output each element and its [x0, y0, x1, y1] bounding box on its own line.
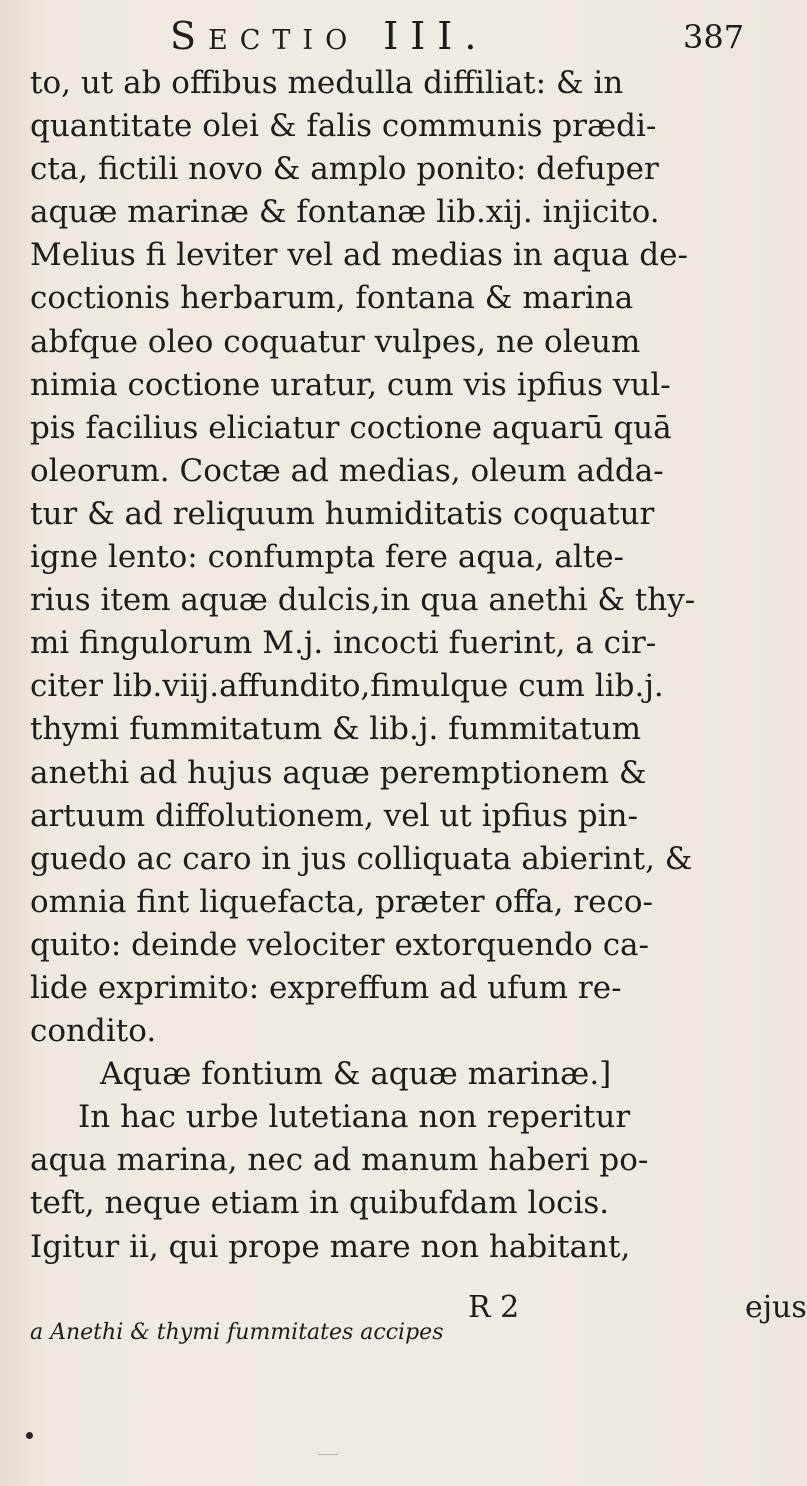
text-line: mi fingulorum M.j. incocti fuerint, a cir-	[30, 625, 657, 662]
text-line: tur & ad reliquum humiditatis coquatur	[30, 495, 655, 532]
text-line: condito.	[30, 1013, 157, 1050]
signature-mark: R 2	[468, 1290, 520, 1325]
ink-dot	[26, 1432, 33, 1439]
text-line: nimia coctione uratur, cum vis ipfius vul-	[30, 366, 671, 403]
section-subheading: Aquæ fontium & aquæ marinæ.]	[100, 1056, 612, 1093]
footnote: a Anethi & thymi fummitates accipes	[30, 1320, 444, 1345]
page-number: 387	[683, 18, 745, 56]
text-line: abfque oleo coquatur vulpes, ne oleum	[30, 323, 641, 360]
page-header	[0, 14, 800, 64]
text-line: rius item aquæ dulcis,in qua anethi & thy-	[30, 582, 696, 619]
body-text	[30, 62, 790, 1269]
text-line: to, ut ab offibus medulla diffiliat: & in	[30, 65, 624, 101]
text-line: pis facilius eliciatur coctione aquarū quā	[30, 409, 672, 446]
text-line: teft, neque etiam in quibufdam locis.	[30, 1185, 610, 1222]
text-line: Melius fi leviter vel ad medias in aqua de-	[30, 237, 688, 274]
running-head: Sectio III.	[170, 14, 489, 58]
text-line: Igitur ii, qui prope mare non habitant,	[30, 1228, 631, 1265]
text-line: omnia fint liquefacta, præter offa, reco-	[30, 883, 653, 920]
text-line: oleorum. Coctæ ad medias, oleum adda-	[30, 452, 664, 489]
text-line: thymi fummitatum & lib.j. fummitatum	[30, 711, 642, 748]
text-line: anethi ad hujus aquæ peremptionem &	[30, 754, 647, 791]
text-line: quito: deinde velociter extorquendo ca-	[30, 926, 650, 963]
text-line: coctionis herbarum, fontana & marina	[30, 280, 634, 317]
text-line: artuum diffolutionem, vel ut ipfius pin-	[30, 797, 638, 834]
text-line: lide exprimito: expreffum ad ufum re-	[30, 969, 622, 1006]
text-line: igne lento: confumpta fere aqua, alte-	[30, 539, 625, 576]
text-line: cta, fictili novo & amplo ponito: defuper	[30, 151, 659, 188]
text-line: aquæ marinæ & fontanæ lib.xij. injicito.	[30, 194, 660, 231]
text-line: quantitate olei & falis communis prædi-	[30, 108, 657, 145]
text-line: citer lib.viij.affundito,fimulque cum lib.j.	[30, 668, 664, 705]
text-line: In hac urbe lutetiana non reperitur	[78, 1099, 631, 1136]
text-line: guedo ac caro in jus colliquata abierint, &	[30, 840, 693, 877]
text-line: aqua marina, nec ad manum haberi po-	[30, 1142, 649, 1179]
catchword: ejus	[745, 1290, 807, 1325]
paper-blemish	[318, 1454, 338, 1465]
